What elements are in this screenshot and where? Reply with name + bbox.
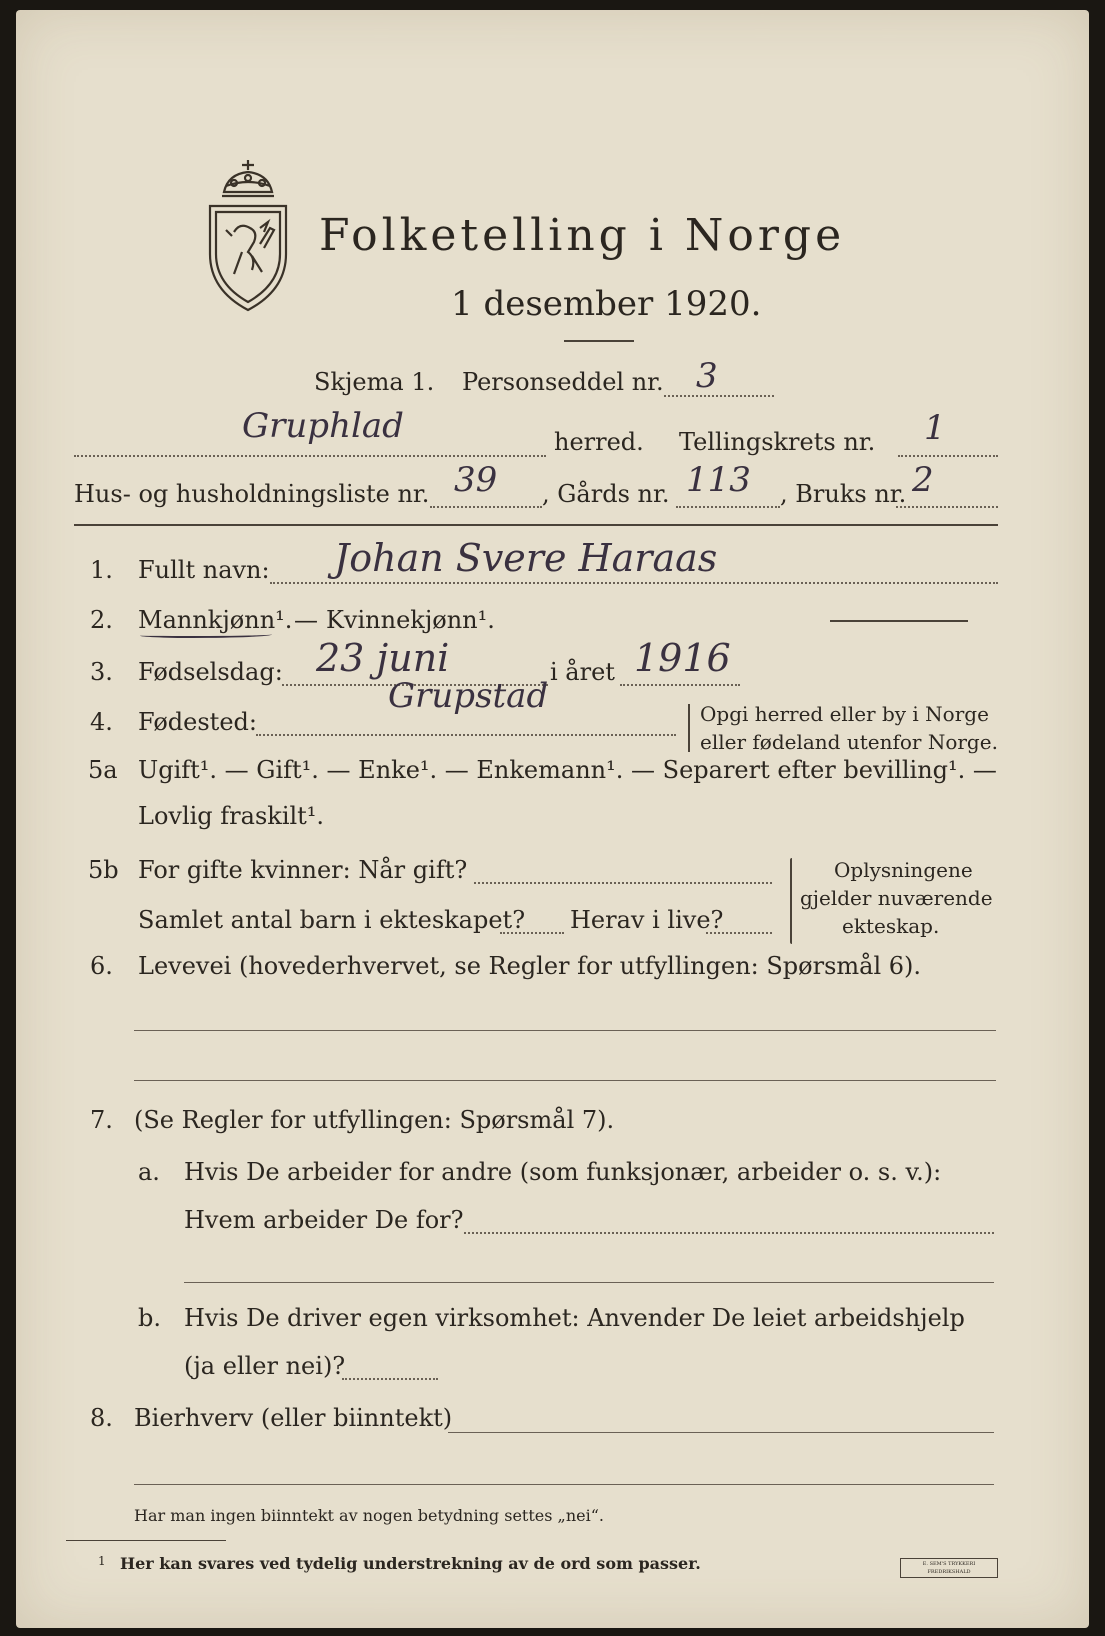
q8-number: 8.: [90, 1404, 113, 1432]
q7b-question: Hvis De driver egen virksomhet: Anvender De leiet arbeidshjelp: [184, 1304, 965, 1332]
coat-of-arms-icon: [202, 156, 294, 314]
footnote-marker: 1: [98, 1554, 106, 1568]
hus-label: Hus- og husholdningsliste nr.: [74, 480, 430, 508]
tellingskrets-label: Tellingskrets nr.: [679, 428, 876, 456]
q6-number: 6.: [90, 952, 113, 980]
q3-label: Fødselsdag:: [138, 658, 283, 686]
q7b-letter: b.: [138, 1304, 161, 1332]
q8-label: Bierhverv (eller biinntekt): [134, 1404, 453, 1432]
herred-value[interactable]: Gruphlad: [242, 406, 404, 446]
tellingskrets-line: [898, 455, 998, 457]
q5b-note-line3: ekteskap.: [842, 914, 940, 938]
hus-line: [430, 506, 542, 508]
header-rule: [74, 524, 998, 526]
biinntekt-note: Har man ingen biinntekt av nogen betydning settes „nei“.: [134, 1506, 604, 1525]
q4-label: Fødested:: [138, 708, 257, 736]
q3-number: 3.: [90, 658, 113, 686]
year-label: i året: [550, 658, 615, 686]
q3-year-line: [620, 684, 740, 686]
birthday-value[interactable]: 23 juni: [316, 636, 450, 680]
q7a-employer-line[interactable]: [464, 1232, 994, 1234]
hus-value[interactable]: 39: [454, 460, 498, 500]
q7b-yes-no-label: (ja eller nei)?: [184, 1352, 346, 1380]
q5b-bracket: [790, 858, 792, 944]
q5b-children-line: [500, 932, 564, 934]
q8-answer-line1[interactable]: [448, 1432, 994, 1433]
q7a-employer-label: Hvem arbeider De for?: [184, 1206, 464, 1234]
q7-number: 7.: [90, 1106, 113, 1134]
herred-label: herred.: [554, 428, 644, 456]
q7b-yes-no-line[interactable]: [342, 1378, 438, 1380]
q4-number: 4.: [90, 708, 113, 736]
tellingskrets-value[interactable]: 1: [924, 408, 946, 448]
gards-label: , Gårds nr.: [542, 480, 670, 508]
birth-year-value[interactable]: 1916: [634, 636, 731, 680]
full-name-value[interactable]: Johan Svere Haraas: [334, 536, 718, 580]
q7-label: (Se Regler for utfyllingen: Spørsmål 7).: [134, 1106, 615, 1134]
gards-value[interactable]: 113: [686, 460, 751, 500]
gender-male-option[interactable]: Mannkjønn¹.: [138, 606, 293, 634]
q7a-letter: a.: [138, 1158, 160, 1186]
gender-female-option[interactable]: Kvinnekjønn¹.: [326, 606, 495, 634]
form-title: Folketelling i Norge: [319, 210, 846, 261]
census-form-page: [16, 10, 1089, 1628]
marital-status-options[interactable]: Ugift¹. — Gift¹. — Enke¹. — Enkemann¹. — Separert efter bevilling¹. —: [138, 756, 997, 784]
stray-mark: [830, 620, 968, 622]
q2-number: 2.: [90, 606, 113, 634]
q5b-note-line2: gjelder nuværende: [800, 886, 993, 910]
marital-status-divorced[interactable]: Lovlig fraskilt¹.: [138, 802, 325, 830]
gards-line: [676, 506, 780, 508]
q7a-answer-line2[interactable]: [184, 1282, 994, 1283]
q5b-married-label: For gifte kvinner: Når gift?: [138, 856, 468, 884]
q4-note-line1: Opgi herred eller by i Norge: [700, 702, 989, 726]
q7a-question: Hvis De arbeider for andre (som funksjonær, arbeider o. s. v.):: [184, 1158, 942, 1186]
q4-line: [256, 734, 676, 736]
q5b-alive-line: [706, 932, 772, 934]
male-underline-mark: [140, 632, 272, 638]
q4-bracket: [688, 704, 690, 752]
q5b-alive-label: Herav i live?: [570, 906, 724, 934]
skjema-label: Skjema 1.: [314, 368, 435, 396]
personseddel-line: [664, 395, 774, 397]
q4-note-line2: eller fødeland utenfor Norge.: [700, 730, 998, 754]
printer-stamp-text: E. SEM'S TRYKKERI FREDRIKSHALD: [922, 1561, 976, 1575]
personseddel-value[interactable]: 3: [696, 356, 718, 396]
footnote-rule: [66, 1540, 226, 1541]
bruks-value[interactable]: 2: [912, 460, 934, 500]
q1-label: Fullt navn:: [138, 556, 270, 584]
bruks-label: , Bruks nr.: [780, 480, 907, 508]
q6-label: Levevei (hovederhvervet, se Regler for utfyllingen: Spørsmål 6).: [138, 952, 922, 980]
gender-separator: —: [294, 606, 318, 634]
q1-number: 1.: [90, 556, 113, 584]
herred-line: [74, 455, 546, 457]
q5a-number: 5a: [88, 756, 118, 784]
q5b-children-label: Samlet antal barn i ekteskapet?: [138, 906, 526, 934]
q8-answer-line2[interactable]: [134, 1484, 994, 1485]
personseddel-label: Personseddel nr.: [462, 368, 664, 396]
printer-stamp: [900, 1558, 998, 1578]
bruks-line: [896, 506, 998, 508]
q6-answer-line2[interactable]: [134, 1080, 996, 1081]
footnote-text: Her kan svares ved tydelig understrekning av de ord som passer.: [120, 1554, 701, 1573]
q6-answer-line1[interactable]: [134, 1030, 996, 1031]
census-date: 1 desember 1920.: [451, 284, 762, 324]
birthplace-value[interactable]: Grupstad: [388, 676, 549, 716]
title-divider: [564, 340, 634, 342]
q5b-married-line: [474, 882, 772, 884]
q5b-note-line1: Oplysningene: [834, 858, 973, 882]
q1-line: [270, 582, 998, 584]
q5b-number: 5b: [88, 856, 119, 884]
